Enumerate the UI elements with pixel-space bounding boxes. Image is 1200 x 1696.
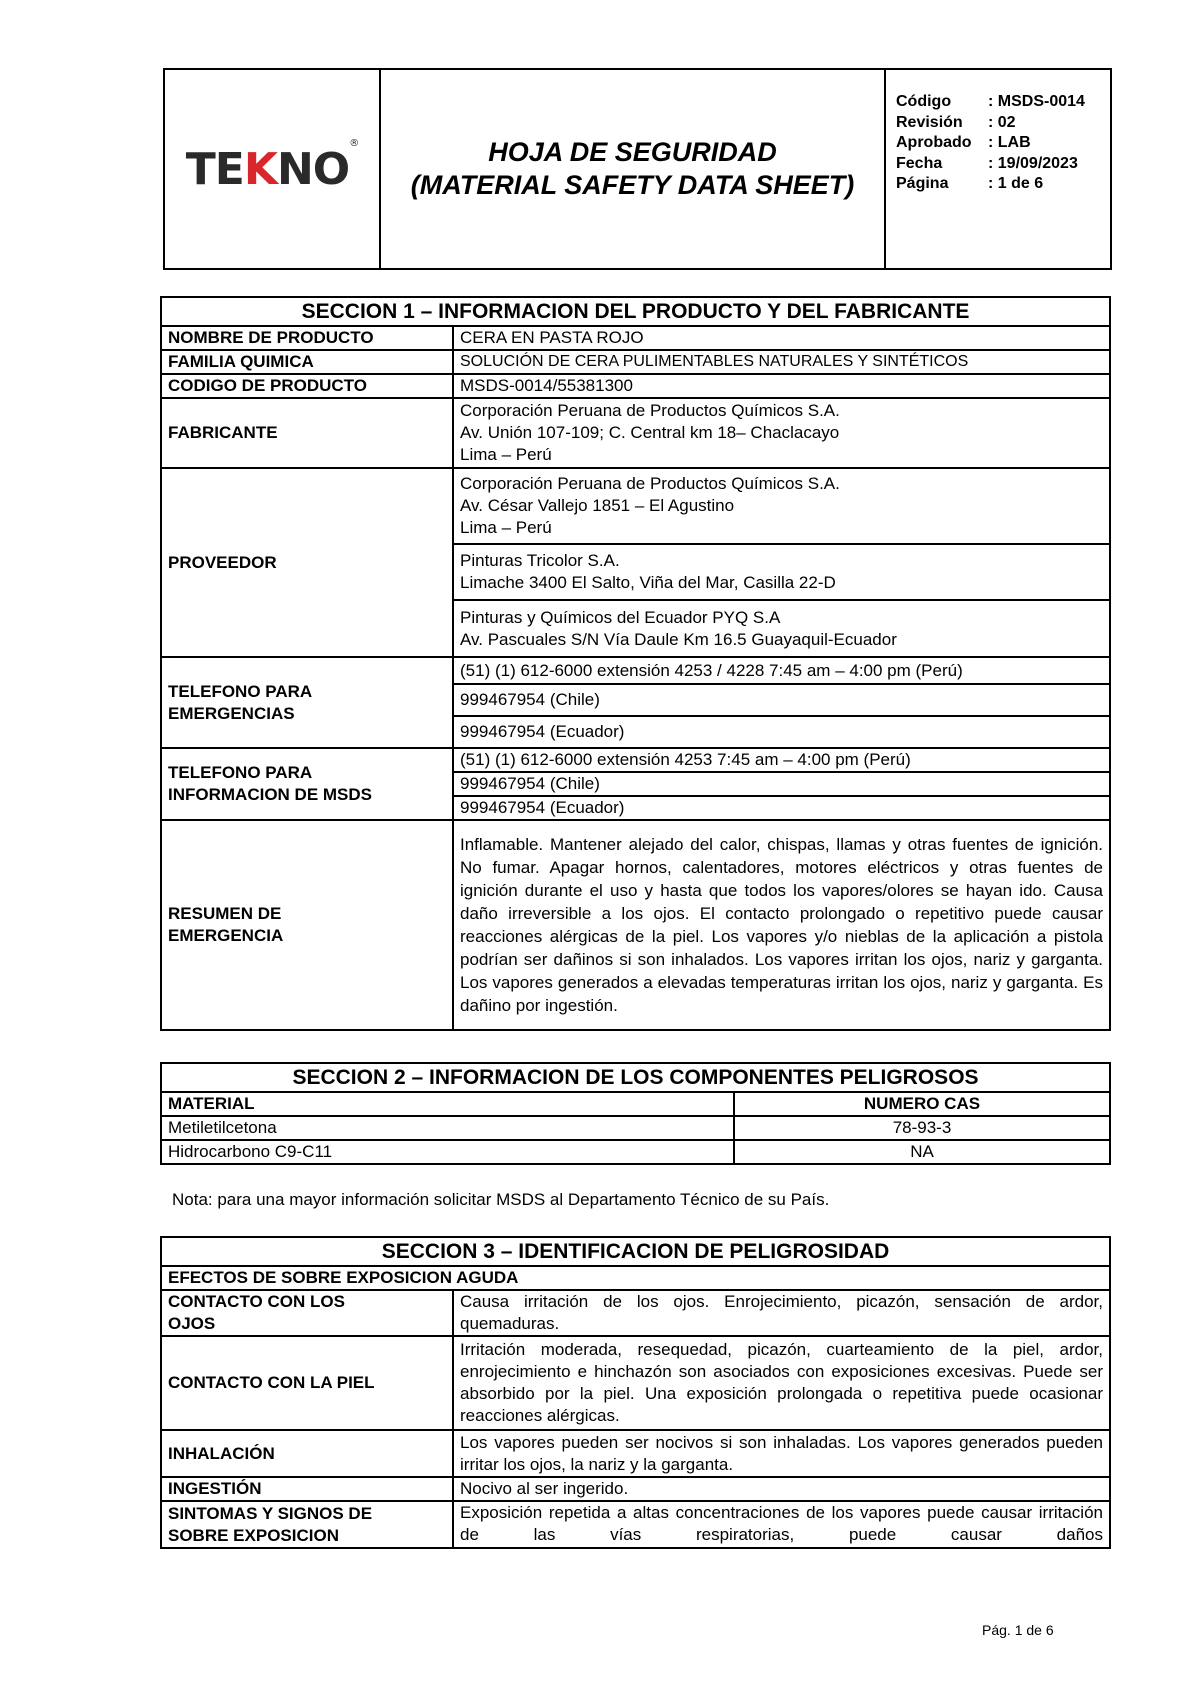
- table-row: [161, 1116, 1110, 1140]
- msds-phone-chile: 999467954 (Chile): [453, 772, 1110, 796]
- document-title: [381, 70, 886, 268]
- supplier-1: [453, 468, 1110, 544]
- meta-value: : LAB: [988, 134, 1031, 151]
- section-1-table: [160, 296, 1111, 1031]
- meta-value: : 19/09/2023: [988, 154, 1078, 172]
- material-cell: Metiletilcetona: [161, 1116, 734, 1140]
- section-3-table: [160, 1236, 1111, 1549]
- inhalation-label: INHALACIÓN: [161, 1430, 453, 1477]
- material-column-header: MATERIAL: [161, 1092, 734, 1116]
- inhalation-text: Los vapores pueden ser nocivos si son inhaladas. Los vapores generados pueden irritar los ojos, la nariz y la garganta.: [453, 1430, 1110, 1477]
- supplier-3: [453, 600, 1110, 657]
- msds-phone-peru: (51) (1) 612-6000 extensión 4253 7:45 am – 4:00 pm (Perú): [453, 748, 1110, 772]
- supplier-line: Av. Pascuales S/N Vía Daule Km 16.5 Guayaquil-Ecuador: [460, 629, 897, 649]
- emergency-phone-chile: 999467954 (Chile): [453, 684, 1110, 716]
- label-line: EMERGENCIAS: [168, 703, 295, 723]
- hazard-row: [161, 1290, 1110, 1336]
- manufacturer-value: [453, 398, 1110, 468]
- supplier-2: [453, 544, 1110, 600]
- manufacturer-label: FABRICANTE: [161, 398, 453, 468]
- meta-row: [896, 133, 1110, 154]
- emergency-phone-label: [161, 657, 453, 748]
- meta-key: Fecha: [896, 154, 943, 172]
- title-line-1: HOJA DE SEGURIDAD: [488, 137, 777, 167]
- section-2-table: [160, 1062, 1111, 1165]
- section-1-title: SECCION 1 – INFORMACION DEL PRODUCTO Y DEL FABRICANTE: [161, 297, 1110, 326]
- product-code-value: MSDS-0014/55381300: [453, 374, 1110, 398]
- manufacturer-line: Av. Unión 107-109; C. Central km 18– Chaclacayo: [460, 423, 840, 442]
- supplier-line: Pinturas Tricolor S.A.: [460, 551, 620, 570]
- logo-cell: [165, 70, 381, 268]
- supplier-line: Lima – Perú: [460, 518, 552, 537]
- skin-contact-label: CONTACTO CON LA PIEL: [161, 1336, 453, 1430]
- emergency-phone-peru: (51) (1) 612-6000 extensión 4253 / 4228 7:45 am – 4:00 pm (Perú): [453, 657, 1110, 684]
- cas-cell: NA: [734, 1140, 1110, 1164]
- supplier-line: Corporación Peruana de Productos Químicos S.A.: [460, 474, 840, 493]
- eye-contact-label: [161, 1290, 453, 1336]
- meta-value: : 1 de 6: [988, 175, 1044, 192]
- material-cell: Hidrocarbono C9-C11: [161, 1140, 734, 1164]
- chemical-family-value: SOLUCIÓN DE CERA PULIMENTABLES NATURALES Y SINTÉTICOS: [453, 350, 1110, 374]
- meta-value: : 02: [988, 113, 1016, 131]
- meta-key: Aprobado: [896, 134, 972, 151]
- overexposure-label: [161, 1501, 453, 1548]
- meta-key: Código: [896, 93, 952, 110]
- supplier-label: PROVEEDOR: [161, 468, 453, 657]
- manufacturer-line: Lima – Perú: [460, 445, 552, 464]
- ingestion-label: INGESTIÓN: [161, 1477, 453, 1501]
- skin-contact-text: Irritación moderada, resequedad, picazón, cuarteamiento de la piel, ardor, enrojecimiento e hinchazón son asociados con exposiciones excesivas. Puede ser absorbido por la piel. Una exposición prolongada o repetitiva puede ocasionar reacciones alérgicas.: [453, 1336, 1110, 1430]
- emergency-phone-ecuador: 999467954 (Ecuador): [453, 716, 1110, 748]
- table-row: [161, 1140, 1110, 1164]
- msds-phone-label: [161, 748, 453, 820]
- label-line: INFORMACION DE MSDS: [168, 785, 372, 804]
- label-line: TELEFONO PARA: [168, 681, 313, 701]
- supplier-line: Av. César Vallejo 1851 – El Agustino: [460, 496, 735, 515]
- section-2-title: SECCION 2 – INFORMACION DE LOS COMPONENTES PELIGROSOS: [161, 1063, 1110, 1092]
- hazard-row: [161, 1336, 1110, 1430]
- ingestion-text: Nocivo al ser ingerido.: [453, 1477, 1110, 1501]
- chemical-family-label: FAMILIA QUIMICA: [161, 350, 453, 374]
- label-line: EMERGENCIA: [168, 926, 284, 945]
- meta-row: [896, 113, 1110, 134]
- hazard-row: [161, 1430, 1110, 1477]
- label-line: SOBRE EXPOSICION: [168, 1525, 339, 1545]
- label-line: SINTOMAS Y SIGNOS DE: [168, 1503, 373, 1523]
- meta-row: [896, 92, 1110, 113]
- supplier-line: Pinturas y Químicos del Ecuador PYQ S.A: [460, 607, 781, 627]
- product-code-label: CODIGO DE PRODUCTO: [161, 374, 453, 398]
- cas-cell: 78-93-3: [734, 1116, 1110, 1140]
- meta-row: [896, 154, 1110, 175]
- note-text: Nota: para una mayor información solicitar MSDS al Departamento Técnico de su País.: [172, 1190, 830, 1209]
- section-3-title: SECCION 3 – IDENTIFICACION DE PELIGROSIDAD: [161, 1237, 1110, 1266]
- title-line-2: (MATERIAL SAFETY DATA SHEET): [410, 170, 855, 200]
- section-3-subtitle: EFECTOS DE SOBRE EXPOSICION AGUDA: [161, 1266, 1110, 1290]
- supplier-line: Limache 3400 El Salto, Viña del Mar, Casilla 22-D: [460, 573, 836, 592]
- hazard-row: [161, 1477, 1110, 1501]
- label-line: CONTACTO CON LOS: [168, 1292, 345, 1311]
- product-name-value: CERA EN PASTA ROJO: [453, 326, 1110, 350]
- tekno-logo: TEKNO®: [185, 137, 359, 195]
- eye-contact-text: Causa irritación de los ojos. Enrojecimiento, picazón, sensación de ardor, quemaduras.: [453, 1290, 1110, 1336]
- manufacturer-line: Corporación Peruana de Productos Químicos S.A.: [460, 401, 840, 420]
- page-number: Pág. 1 de 6: [982, 1622, 1054, 1638]
- document-header: [163, 68, 1112, 270]
- overexposure-text: Exposición repetida a altas concentraciones de los vapores puede causar irritación de las vías respiratorias, puede causar daños: [453, 1501, 1110, 1548]
- emergency-summary-label: [161, 820, 453, 1030]
- emergency-summary-text: Inflamable. Mantener alejado del calor, chispas, llamas y otras fuentes de ignición. No fumar. Apagar hornos, calentadores, motores eléctricos y otras fuentes de ignición durante el uso y hasta que todos los vapores/olores se hayan ido. Causa daño irreversible a los ojos. El contacto prolongado o repetitivo puede causar reacciones alérgicas de la piel. Los vapores y/o nieblas de la aplicación a pistola podrían ser dañinos si son inhalados. Los vapores irritan los ojos, nariz y garganta. Los vapores generados a elevadas temperaturas irritan los ojos, nariz y garganta. Es dañino por ingestión.: [453, 820, 1110, 1030]
- msds-phone-ecuador: 999467954 (Ecuador): [453, 796, 1110, 820]
- label-line: OJOS: [168, 1314, 216, 1333]
- meta-row: [896, 174, 1110, 195]
- meta-key: Revisión: [896, 113, 963, 131]
- cas-column-header: NUMERO CAS: [734, 1092, 1110, 1116]
- meta-key: Página: [896, 175, 949, 192]
- document-meta: [886, 70, 1110, 268]
- product-name-label: NOMBRE DE PRODUCTO: [161, 326, 453, 350]
- label-line: TELEFONO PARA: [168, 763, 313, 782]
- label-line: RESUMEN DE: [168, 904, 282, 923]
- meta-value: : MSDS-0014: [988, 93, 1085, 110]
- hazard-row: [161, 1501, 1110, 1548]
